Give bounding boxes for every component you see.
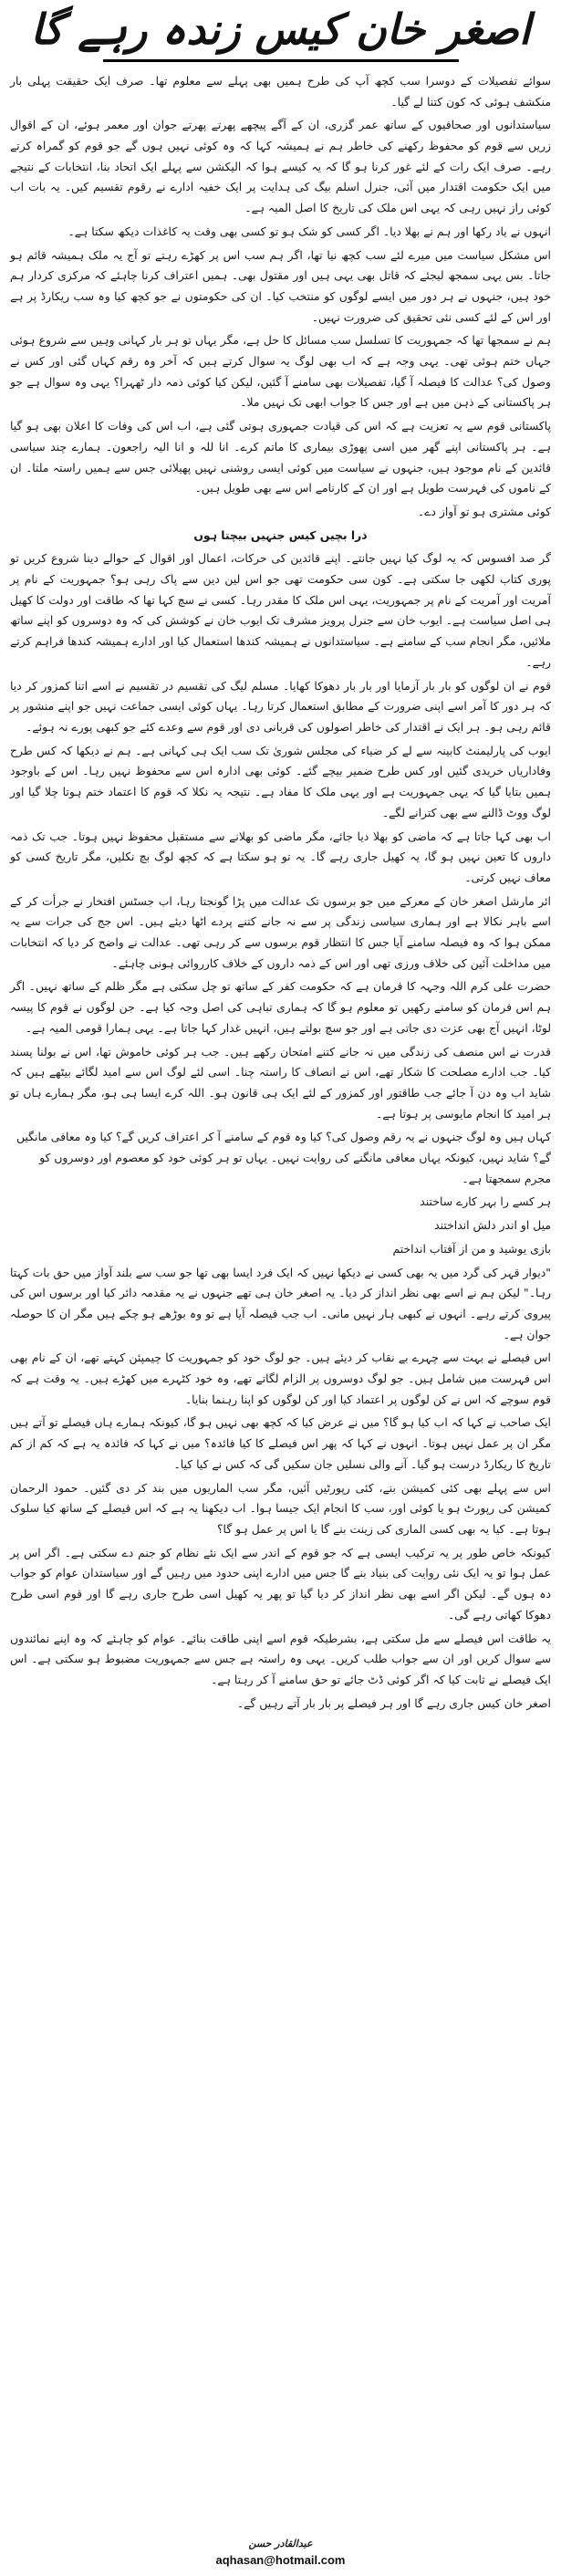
headline-underline (103, 59, 459, 62)
article-paragraph: انہوں نے یاد رکھا اور ہم نے بھلا دیا۔ اگر کسی کو شک ہو تو کسی بھی وقت یہ کاغذات دیکھ سکتا ہے۔ (68, 224, 551, 238)
article-paragraph: ایک صاحب نے کہا کہ اب کیا ہو گا؟ میں نے عرض کیا کہ کچھ بھی نہیں ہو گا، کیونکہ ہمارے ہاں فیصلے تو آتے ہیں مگر ان پر عمل نہیں ہوتا۔ انہوں نے کہا کہ پھر اس فیصلے کا کیا فائدہ؟ میں نے کہا کہ فائدہ یہ ہے کہ کم از کم تاریخ کا ریکارڈ درست ہو گیا۔ آنے والی نسلیں جان سکیں گی کہ کس نے کیا کیا۔ (10, 1415, 551, 1471)
article-paragraph: گر صد افسوس کہ یہ لوگ کیا نہیں جانتے۔ اپنے قائدین کی حرکات، اعمال اور اقوال کے حوالے دینا شروع کریں تو پوری کتاب لکھی جا سکتی ہے۔ کون سی حکومت تھی جو اس لین دین سے پاک رہی ہو؟ جمہوریت کے نام پر آمریت اور آمریت کے نام پر جمہوریت، یہی اس ملک کا مقدر رہا۔ کسی نے سچ کہا تھا کہ طاقت اور دولت کا کھیل ہی اصل سیاست ہے۔ ایوب خان سے جنرل پرویز مشرف تک ایوب خان نے کوشش کی کہ وہ دوسروں کو اپنے ساتھ ملائیں، مگر انجام سب کے سامنے ہے۔ سیاستدانوں نے ہمیشہ کندھا استعمال کیا اور ادارے ہمیشہ کندھا فراہم کرتے رہے۔ (10, 551, 551, 669)
article-subheading: ذرا بچیں کیس جنہیں بیچتا ہوں (193, 527, 368, 542)
article-paragraph: بازی یوشید و من از آفتاب انداختم (392, 1241, 551, 1256)
article-paragraph: کوئی مشتری ہو تو آواز دے۔ (417, 504, 551, 518)
author-email: aqhasan@hotmail.com (215, 2553, 346, 2567)
author-signature: عبدالقادر حسن (248, 2538, 313, 2550)
article-paragraph: ایوب کی پارلیمنٹ کابینہ سے لے کر ضیاء کی مجلس شوریٰ تک سب ایک ہی کہانی ہے۔ ہم نے دیکھا کہ کس طرح وفاداریاں خریدی گئیں اور کس طرح ضمیر بیچے گئے۔ کوئی بھی ادارہ اس سے محفوظ نہیں رہا۔ اس کے باوجود ہمیں بتایا گیا کہ یہی جمہوریت ہے اور یہی ملک کا مفاد ہے۔ نتیجہ یہ نکلا کہ قوم کا اعتماد ختم ہوتا چلا گیا اور لوگ ووٹ ڈالنے سے بھی کترانے لگے۔ (10, 743, 551, 819)
article-paragraph: قدرت نے اس منصف کی زندگی میں نہ جانے کتنے امتحان رکھے ہیں۔ جب ہر کوئی خاموش تھا، اس نے بولنا پسند کیا۔ جب ادارے مصلحت کا شکار تھے، اس نے انصاف کا راستہ چنا۔ اسی لئے لوگ اس سے امید لگائے بیٹھے ہیں کہ شاید اب وہ دن آ جائے جب طاقتور اور کمزور کے لئے ایک ہی قانون ہو۔ اللہ کرے ایسا ہی ہو، مگر ہمارے ہاں تو ہر امید کا انجام مایوسی پر ہوتا ہے۔ (10, 1044, 551, 1121)
article-paragraph: سیاستدانوں اور صحافیوں کے ساتھ عمر گزری، ان کے آگے پیچھے پھرتے پھرتے جوان اور معمر ہوئے، ان کے اقوال زریں سے قوم کو محفوظ رکھنے کی خاطر ہم نے ہمیشہ کہا کہ وہ کوئی نہیں ہوں گے جو قوم کو گمراہ کرتے رہے۔ صرف ایک رات کے لئے غور کرنا ہو گا کہ یہ کیسے ہوا کہ الیکشن سے پہلے ایک اتحاد بنا، انتخابات کے نتیجے میں ایک حکومت اقتدار میں آئی، جنرل اسلم بیگ کی ہدایت پر ایک خفیہ ادارے نے رقوم تقسیم کیں۔ یہ بات اب کوئی راز نہیں رہی کہ یہی اس ملک کی تاریخ کا اصل المیہ ہے۔ (10, 118, 551, 215)
article-paragraph: "دیوار قہر کی گرد میں یہ بھی کسی نے دیکھا نہیں کہ ایک فرد ایسا بھی تھا جو سب سے بلند آواز میں حق بات کہتا رہا۔" لیکن ہم نے اسے بھی نظر انداز کر دیا۔ یہ اصغر خان ہی تھے جنہوں نے یہ مقدمہ دائر کیا اور برسوں اس کی پیروی کرتے رہے۔ انہوں نے کبھی ہار نہیں مانی۔ اب جب فیصلہ آیا ہے تو وہ بوڑھے ہو چکے ہیں مگر ان کا حوصلہ جوان ہے۔ (10, 1265, 551, 1341)
verse-line: کہاں ہیں وہ لوگ جنہوں نے یہ رقم وصول کی؟ کیا وہ قوم کے سامنے آ کر اعتراف کریں گے؟ کیا وہ معافی مانگیں گے؟ شاید نہیں، کیونکہ یہاں معافی مانگنے کی روایت نہیں۔ یہاں تو ہر کوئی خود کو معصوم اور دوسروں کو مجرم سمجھتا ہے۔ (16, 1130, 551, 1185)
article-paragraph: اس مشکل سیاست میں میرے لئے سب کچھ نیا تھا، اگر ہم سب اس پر کھڑے رہتے تو آج یہ ملک ہمیشہ قائم ہو جاتا۔ بس یہی سمجھ لیجئے کہ قاتل بھی یہی ہیں اور مقتول بھی۔ ہمیں اعتراف کرنا چاہئے کہ مرکزی کردار ہم خود ہیں، جنہوں نے ہر دور میں ایسے لوگوں کو منتخب کیا۔ ان کی حکومتوں نے جو کچھ کیا وہ سب ریکارڈ پر ہے اور اس کے لئے کسی نئی تحقیق کی ضرورت نہیں۔ (10, 247, 551, 324)
article-paragraph: کیونکہ خاص طور پر یہ ترکیب ایسی ہے کہ جو قوم کے اندر سے ایک نئے نظام کو جنم دے سکتی ہے۔ اگر اس پر عمل ہوا تو یہ ایک نئی روایت کی بنیاد بنے گا جس میں ادارے اپنی حدود میں رہیں گے اور سیاستدان عوام کو جواب دہ ہوں گے۔ لیکن اگر اسے بھی نظر انداز کر دیا گیا تو پھر یہ کھیل اسی طرح جاری رہے گا اور قوم اسی طرح دھوکا کھاتی رہے گی۔ (10, 1545, 551, 1622)
article-paragraph: پاکستانی قوم سے یہ تعزیت ہے کہ اس کی قیادت جمہوری ہوتی گئی ہے، اب اس کی وفات کا اعلان بھی ہو گیا ہے۔ ہر پاکستانی اپنے گھر میں اسی پھوڑی بیماری کا ماتم کرے۔ انا للہ و انا الیہ راجعون۔ ہمارے چند سیاسی قائدین کے نام موجود ہیں، جنہوں نے سیاست میں کوئی ایسی روشنی نہیں پھیلائی جس سے ہمیں راستہ ملتا۔ ان کے ناموں کی فہرست طویل ہے اور ان کے کارنامے اس سے بھی طویل ہیں۔ (10, 419, 551, 495)
article-paragraph: اس سے پہلے بھی کئی کمیشن بنے، کئی رپورٹیں آئیں، مگر سب الماریوں میں بند کر دی گئیں۔ حمود الرحمان کمیشن کی رپورٹ ہو یا کوئی اور، سب کا انجام ایک جیسا ہوا۔ اب دیکھنا یہ ہے کہ اس فیصلے کے ساتھ کیا سلوک ہوتا ہے۔ کیا یہ بھی کسی الماری کی زینت بنے گا یا اس پر عمل ہو گا؟ (10, 1480, 551, 1536)
headline: اصغر خان کیس زندہ رہے گا (30, 5, 531, 54)
article-paragraph: یہ طاقت اس فیصلے سے مل سکتی ہے، بشرطیکہ قوم اسے اپنی طاقت بنائے۔ عوام کو چاہئے کہ وہ اپنے نمائندوں سے سوال کریں اور ان سے جواب طلب کریں۔ یہی وہ راستہ ہے جس سے جمہوریت مضبوط ہو سکتی ہے۔ اس ایک فیصلے نے ثابت کیا کہ اگر کوئی ڈٹ جائے تو حق سامنے آ کر رہتا ہے۔ (10, 1631, 551, 1686)
article-body (0, 71, 561, 2535)
article-paragraph: ہم نے سمجھا تھا کہ جمہوریت کا تسلسل سب مسائل کا حل ہے، مگر یہاں تو ہر بار کہانی وہیں سے شروع ہوئی جہاں ختم ہوئی تھی۔ یہی وجہ ہے کہ اب بھی لوگ یہ سوال کرتے ہیں کہ آخر وہ رقم کہاں گئی اور کس نے وصول کی؟ عدالت کا فیصلہ آ گیا، تفصیلات بھی سامنے آ گئیں، لیکن کیا کوئی ذمہ دار ٹھہرا؟ یہی وہ سوال ہے جو ہر پاکستانی کے ذہن میں ہے اور جس کا جواب ابھی تک نہیں ملا۔ (10, 333, 551, 410)
verse-line: ہر کسے را بہر کارے ساختند (420, 1194, 551, 1209)
verse-line: میل او اندر دلش انداختند (434, 1218, 551, 1233)
article-paragraph: اب بھی کہا جاتا ہے کہ ماضی کو بھلا دیا جائے، مگر ماضی کو بھلانے سے مستقبل محفوظ نہیں ہوتا۔ جب تک ذمہ داروں کا تعین نہیں ہو گا، یہ کھیل جاری رہے گا۔ یہ تو ہو سکتا ہے کہ کچھ لوگ بچ نکلیں، مگر تاریخ کسی کو معاف نہیں کرتی۔ (10, 829, 551, 884)
article-paragraph: سوائے تفصیلات کے دوسرا سب کچھ آپ کی طرح ہمیں بھی پہلے سے معلوم تھا۔ صرف ایک حقیقت پہلی بار منکشف ہوئی کہ کون کتنا لے گیا۔ (10, 73, 551, 109)
article-paragraph: ائر مارشل اصغر خان کے معرکے میں جو برسوں تک عدالت میں پڑا گونجتا رہا، اب جسٹس افتخار نے جرأت کر کے اسے باہر نکالا ہے اور ہماری سیاسی زندگی پر سے نہ جانے کتنے پردے اٹھا دیئے ہیں۔ اس جج کی جرات سے یہ ممکن ہوا کہ وہ فیصلہ سامنے آیا جس کا انتظار قوم برسوں سے کر رہی تھی۔ عدالت نے واضح کر دیا کہ انتخابات میں مداخلت آئین کی خلاف ورزی تھی اور اس کے ذمہ داروں کے خلاف کارروائی ہونی چاہئے۔ (10, 893, 551, 970)
article-paragraph: قوم نے ان لوگوں کو بار بار آزمایا اور بار بار دھوکا کھایا۔ مسلم لیگ کی تقسیم در تقسیم نے اسے اتنا کمزور کر دیا کہ ہر دور کا آمر اسے اپنی ضرورت کے مطابق استعمال کرتا رہا۔ یہاں کوئی ایسی جماعت نہیں جو اپنے منشور پر قائم رہی ہو۔ ہر ایک نے اقتدار کی خاطر اصولوں کی قربانی دی اور قوم سے وعدے کئے جو کبھی پورے نہ ہوئے۔ (10, 678, 551, 734)
article-paragraph: اس فیصلے نے بہت سے چہرے بے نقاب کر دیئے ہیں۔ جو لوگ خود کو جمہوریت کا چیمپئن کہتے تھے، ان کے نام بھی اس فہرست میں شامل ہیں۔ جو لوگ دوسروں پر الزام لگاتے تھے، وہ خود کٹہرے میں کھڑے ہیں۔ یہ وقت ہے کہ قوم سوچے کہ اس نے کن لوگوں پر اعتماد کیا اور کن لوگوں کو اپنا رہنما بنایا۔ (10, 1351, 551, 1406)
article-paragraph: اصغر خان کیس جاری رہے گا اور ہر فیصلے پر بار بار آتے رہیں گے۔ (236, 1695, 551, 1710)
article-paragraph: حضرت علی کرم اللہ وجہہ کا فرمان ہے کہ حکومت کفر کے ساتھ تو چل سکتی ہے مگر ظلم کے ساتھ نہیں۔ اگر ہم اس فرمان کو سامنے رکھیں تو معلوم ہو گا کہ ہماری تباہی کی اصل وجہ کیا ہے۔ جن لوگوں نے قوم کا پیسہ لوٹا، انہیں آج بھی عزت دی جاتی ہے اور جو سچ بولتے ہیں، انہیں غدار کہا جاتا ہے۔ یہی ہمارا قومی المیہ ہے۔ (10, 979, 551, 1035)
